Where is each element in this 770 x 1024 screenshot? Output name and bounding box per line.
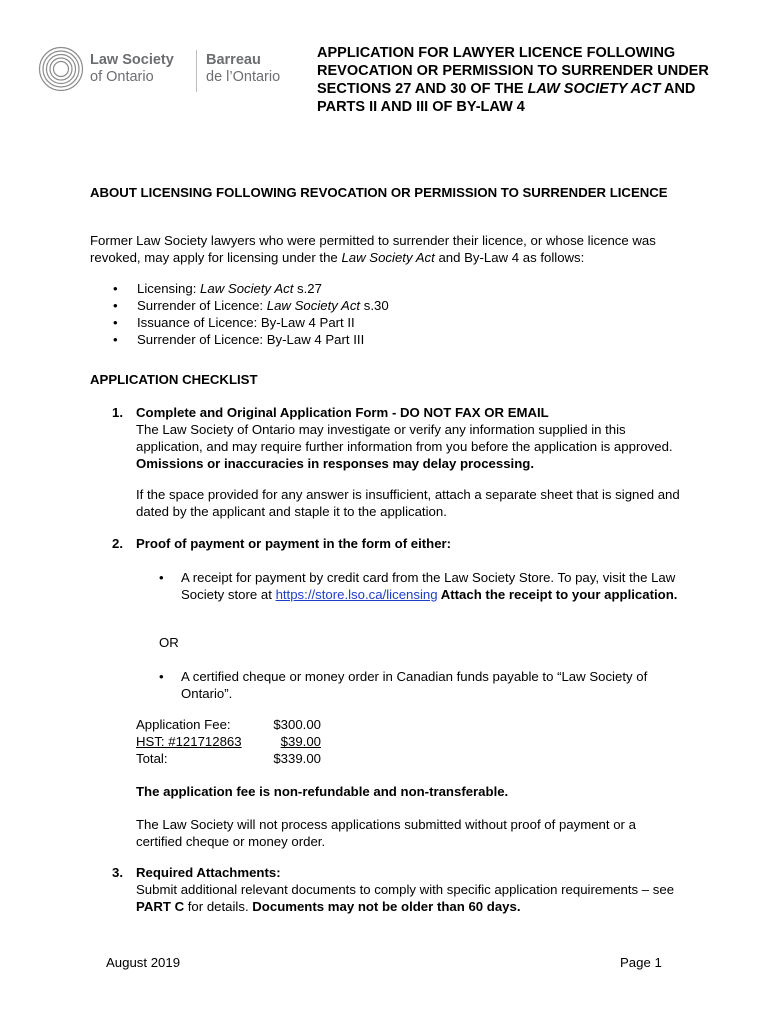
item2-title: Proof of payment or payment in the form of either: xyxy=(136,536,452,551)
item3-age-limit: Documents may not be older than 60 days. xyxy=(252,899,521,914)
intro-act-name: Law Society Act xyxy=(341,250,435,265)
bullet-text: Surrender of Licence: xyxy=(137,298,267,313)
or-separator: OR xyxy=(159,635,179,650)
logo-fr-line2: de l’Ontario xyxy=(206,69,281,85)
bullet-italic: Law Society Act xyxy=(200,281,294,296)
intro-text-a: Former Law Society lawyers who were permitted to surrender their licence, or whose licence was revoked, may apply for licensing under the xyxy=(90,233,656,265)
table-row xyxy=(136,716,321,733)
option1-instruction: Attach the receipt to your application. xyxy=(437,587,678,602)
logo-fr-line1: Barreau xyxy=(206,52,261,68)
page-number: Page 1 xyxy=(620,955,662,970)
logo-divider xyxy=(196,50,197,92)
fee-table xyxy=(136,716,321,767)
item1-title: Complete and Original Application Form - DO NOT FAX OR EMAIL xyxy=(136,405,549,420)
non-refundable-notice: The application fee is non-refundable and non-transferable. xyxy=(136,784,509,799)
list-item xyxy=(90,314,650,331)
item3-text-c: for details. xyxy=(184,899,253,914)
document-title xyxy=(317,44,717,116)
fee-amount: $300.00 xyxy=(273,717,321,732)
bullet-dot: • xyxy=(159,570,164,585)
bullet-italic: Law Society Act xyxy=(266,298,361,313)
intro-paragraph xyxy=(90,232,690,266)
logo-rings-icon xyxy=(38,46,84,92)
about-heading: ABOUT LICENSING FOLLOWING REVOCATION OR PERMISSION TO SURRENDER LICENCE xyxy=(90,185,668,200)
item3-title: Required Attachments: xyxy=(136,865,281,880)
bullet-text: Surrender of Licence: By-Law 4 Part III xyxy=(137,332,365,347)
logo-en-line1: Law Society xyxy=(90,52,174,68)
store-link[interactable]: https://store.lso.ca/licensing xyxy=(275,587,438,602)
bullet-text: Issuance of Licence: By-Law 4 Part II xyxy=(137,315,355,330)
title-part3: AND PARTS II AND III OF BY-LAW 4 xyxy=(317,81,696,115)
item1-body-warning: Omissions or inaccuracies in responses may delay processing. xyxy=(136,456,534,471)
item2-option1 xyxy=(181,569,691,603)
logo-french-name xyxy=(206,52,280,86)
option1-text: A receipt for payment by credit card from the Law Society Store. To pay, visit the Law Society store at xyxy=(181,570,676,602)
licensing-basis-list xyxy=(90,280,650,348)
item2-number: 2. xyxy=(112,536,123,551)
bullet-suffix: s.30 xyxy=(360,298,389,313)
table-row xyxy=(136,733,321,750)
bullet-suffix: s.27 xyxy=(293,281,322,296)
law-society-logo xyxy=(38,46,288,102)
list-item xyxy=(90,331,650,348)
table-row xyxy=(136,750,321,767)
item1-body xyxy=(136,421,681,472)
item1-block xyxy=(136,404,681,472)
item1-body-text: The Law Society of Ontario may investigate or verify any information supplied in this application, and may require further information from you before the application is approved. xyxy=(136,422,673,454)
item1-number: 1. xyxy=(112,405,123,420)
item3-body xyxy=(136,881,681,915)
item2-option2: A certified cheque or money order in Canadian funds payable to “Law Society of Ontario”. xyxy=(181,669,648,701)
bullet-text: Licensing: xyxy=(137,281,201,296)
intro-text-c: and By-Law 4 as follows: xyxy=(434,250,585,265)
logo-english-name xyxy=(90,52,174,86)
list-item xyxy=(90,280,650,297)
fee-label: Total: xyxy=(136,751,168,766)
item3-number: 3. xyxy=(112,865,123,880)
item3-text-a: Submit additional relevant documents to comply with specific application requirements – see xyxy=(136,882,675,897)
fee-amount: $39.00 xyxy=(280,734,321,749)
title-act-name: LAW SOCIETY ACT xyxy=(527,81,661,97)
fee-label: HST: #121712863 xyxy=(136,734,242,749)
checklist-heading: APPLICATION CHECKLIST xyxy=(90,372,258,387)
bullet-dot: • xyxy=(159,669,164,684)
payment-note: The Law Society will not process applications submitted without proof of payment or a certified cheque or money order. xyxy=(136,817,636,849)
list-item xyxy=(90,297,650,314)
logo-en-line2: of Ontario xyxy=(90,69,154,85)
fee-label: Application Fee: xyxy=(136,717,231,732)
fee-amount: $339.00 xyxy=(273,751,321,766)
title-part1: APPLICATION FOR LAWYER LICENCE FOLLOWING REVOCATION OR PERMISSION TO SURRENDER UNDER SECTIONS 27 AND 30 OF THE xyxy=(317,45,709,97)
item1-para2: If the space provided for any answer is insufficient, attach a separate sheet that is signed and dated by the applicant and staple it to the application. xyxy=(136,487,680,519)
item3-part-ref: PART C xyxy=(136,899,185,914)
footer-date: August 2019 xyxy=(106,955,181,970)
item3-block xyxy=(136,864,681,915)
